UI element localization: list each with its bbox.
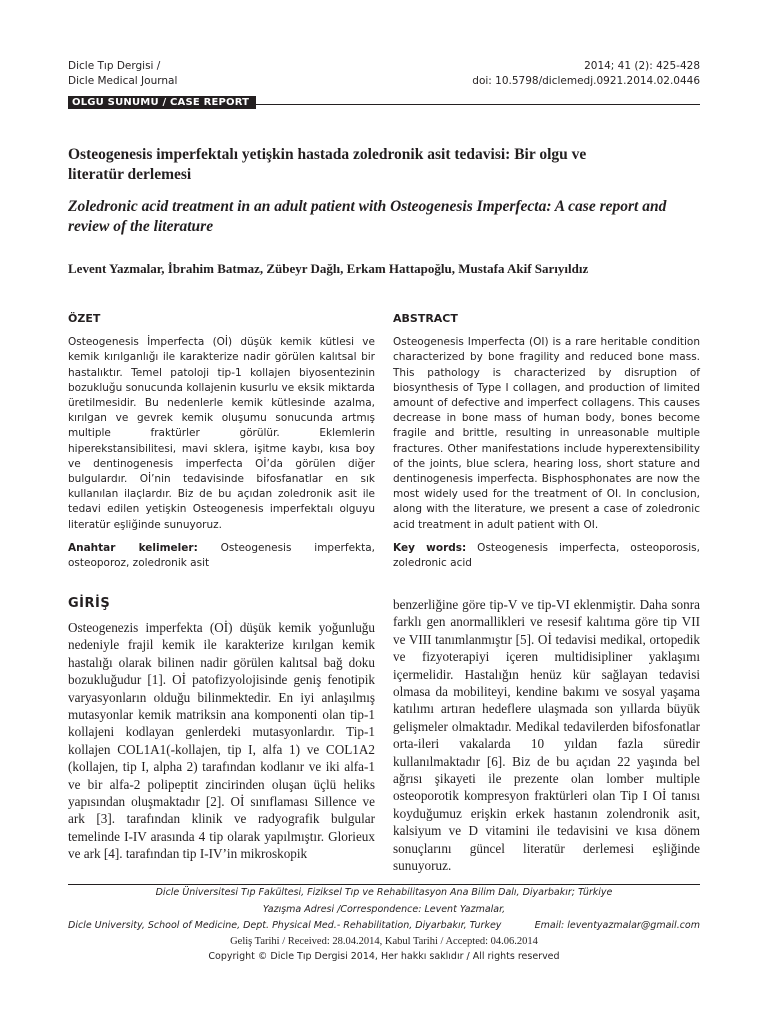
ozet-heading: ÖZET — [68, 312, 101, 325]
giris-right-column: benzerliğine göre tip-V ve tip-VI eklenmiştir. Daha sonra farklı gen anormallikleri ve resesif kalıtıma göre tip VII ve VIII tanımlanmıştır [5]. Oİ tedavisi medikal, ortopedik ve fizyoterapiyi içeren multidisipliner yaklaşımı içermelidir. Hastalığın henüz kür sağlayan tedavisi olmasa da mobiliteyi, kendine bakımı ve sosyal yaşama katılımı artıran hedeflere ulaşmada son yıllarda büyük gelişmeler olmaktadır. Medikal tedavilerden bifosfonatlar orta-ileri vakalarda 10 yıldan fazla süredir kullanılmaktadır [6]. Biz de bu açıdan 22 yaşında bel ağrısı şikayeti ile prezente olan lomber multiple osteoporotik kompresyon fraktürleri olan Tip I Oİ tanısı koyduğumuz erişkin erkek hastanın zolendronik asit, kalsiyum ve D vitamini ile tedavisini ve kısa dönem sonuçlarını güncel literatür derlemesi eşliğinde sunuyoruz. — [393, 597, 700, 874]
ozet-section — [68, 311, 375, 571]
email: Email: leventyazmalar@gmail.com — [534, 920, 700, 931]
correspondence: Yazışma Adresi /Correspondence: Levent Yazmalar, — [262, 904, 506, 915]
volume-pages: 2014; 41 (2): 425-428 — [584, 60, 700, 72]
ozet-keywords — [68, 541, 375, 571]
title-english — [68, 197, 688, 237]
article-type-badge: OLGU SUNUMU / CASE REPORT — [68, 96, 256, 109]
doi: doi: 10.5798/diclemedj.0921.2014.02.0446 — [472, 75, 700, 87]
affiliation-en-row — [68, 919, 700, 933]
citation-info — [472, 59, 700, 89]
authors: Levent Yazmalar, İbrahim Batmaz, Zübeyr Dağlı, Erkam Hattapoğlu, Mustafa Akif Sarıyıldız — [68, 261, 589, 276]
title-english-line-1: Zoledronic acid treatment in an adult patient with Osteogenesis Imperfecta: A case report and — [68, 198, 667, 215]
abstract-keywords — [393, 541, 700, 571]
title-turkish-line-2: literatür derlemesi — [68, 166, 192, 183]
journal-name — [68, 59, 177, 89]
abstract-section — [393, 311, 700, 571]
giris-heading: GİRİŞ — [68, 596, 111, 611]
received-accepted-dates: Geliş Tarihi / Received: 28.04.2014, Kabul Tarihi / Accepted: 04.06.2014 — [230, 936, 538, 947]
abstract-heading: ABSTRACT — [393, 312, 458, 325]
giris-left-column: Osteogenezis imperfekta (Oİ) düşük kemik yoğunluğu nedeniyle frajil kemik ile karakterize kırılgan kemik hastalığı olarak bilinen nadir görülen kalıtsal bağ doku bozukluğudur [1]. Oİ patofizyolojisinde geniş fenotipik varyasyonların olduğu bilinmektedir. En iyi anlaşılmış mutasyonlar kemik matriksin ana komponenti olan tip-1 kollajeni kodlayan genlerdeki mutasyonlardır. Tip-1 kollajen COL1A1(-kollajen, tip I, alfa 1) ve COL1A2 (kollajen, tip I, alpha 2) tarafından kodlanır ve iki alfa-1 ve bir alfa-2 polipeptit zincirinden oluşan üçlü heliks yapısından oluşmaktadır [2]. Oİ sınıflaması Sillence ve ark [3]. tarafından klinik ve radyografik bulgular temelinde I-IV arasında 4 tip olarak yapılmıştır. Glorieux ve ark [4]. tarafından tip I-IV’in mikroskopik — [68, 620, 375, 862]
abstract-keywords-text: Osteogenesis imperfecta, osteoporosis, zoledronic acid — [393, 541, 700, 570]
title-english-line-2: review of the literature — [68, 218, 214, 235]
ozet-text: Osteogenesis İmperfecta (Oİ) düşük kemik kütlesi ve kemik kırılganlığı ile karakterize nadir görülen kalıtsal bir hastalıktır. Temel patoloji tip-1 kollajen biyosentezinin bozukluğu sonucunda kollajenin kusurlu ve eksik miktarda üretilmesidir. Bu nedenlerle kemik kütlesinde azalma, kırılgan ve gevrek kemik oluşumu sonucunda artmış multiple fraktürler görülür. Eklemlerin hiperekstansibilitesi, mavi sklera, işitme kaybı, kısa boy ve dentinogenesis imperfecta Oİ’da görülen diğer bulgulardır. Oİ’nin tedavisinde bifosfanatlar en sık kullanılan ilaçlardır. Biz de bu açıdan zoledronik asit ile tedavi edilen yetişkin Osteogenesis imperfektalı olguyu literatür eşliğinde sunuyoruz. — [68, 336, 375, 531]
affiliation-tr: Dicle Üniversitesi Tıp Fakültesi, Fiziksel Tıp ve Rehabilitasyon Ana Bilim Dalı, Diyarbakır; Türkiye — [155, 887, 613, 898]
abstract-keywords-label: Key words: — [393, 541, 467, 554]
affiliation-en: Dicle University, School of Medicine, Dept. Physical Med.- Rehabilitation, Diyarbakır, Turkey — [68, 920, 502, 931]
copyright: Copyright © Dicle Tıp Dergisi 2014, Her hakkı saklıdır / All rights reserved — [208, 951, 560, 962]
abstract-text: Osteogenesis Imperfecta (OI) is a rare heritable condition characterized by bone fragility and reduced bone mass. This pathology is characterized by disruption of biosynthesis of Type I collagen, and production of limited amount of defective and imperfect collagens. This causes decrease in bone mass of human body, bones become fragile and brittle, resulting in unreasonable multiple fractures. Other manifestations include hyperextensibility of the joints, blue sclera, hearing loss, short stature and dentinogenesis imperfecta. Bisphosphonates are now the most widely used for the treatment of OI. In conclusion, along with the literature, we present a case of zoledronic acid treatment in adult patient with OI. — [393, 336, 700, 531]
title-turkish-line-1: Osteogenesis imperfektalı yetişkin hastada zoledronik asit tedavisi: Bir olgu ve — [68, 146, 587, 163]
journal-name-tr: Dicle Tıp Dergisi / — [68, 60, 161, 72]
title-turkish — [68, 145, 688, 185]
journal-name-en: Dicle Medical Journal — [68, 75, 178, 87]
footer-rule — [68, 884, 700, 885]
ozet-keywords-label: Anahtar kelimeler: — [68, 541, 198, 554]
ozet-keywords-text: Osteogenesis imperfekta, osteoporoz, zoledronik asit — [68, 541, 375, 570]
